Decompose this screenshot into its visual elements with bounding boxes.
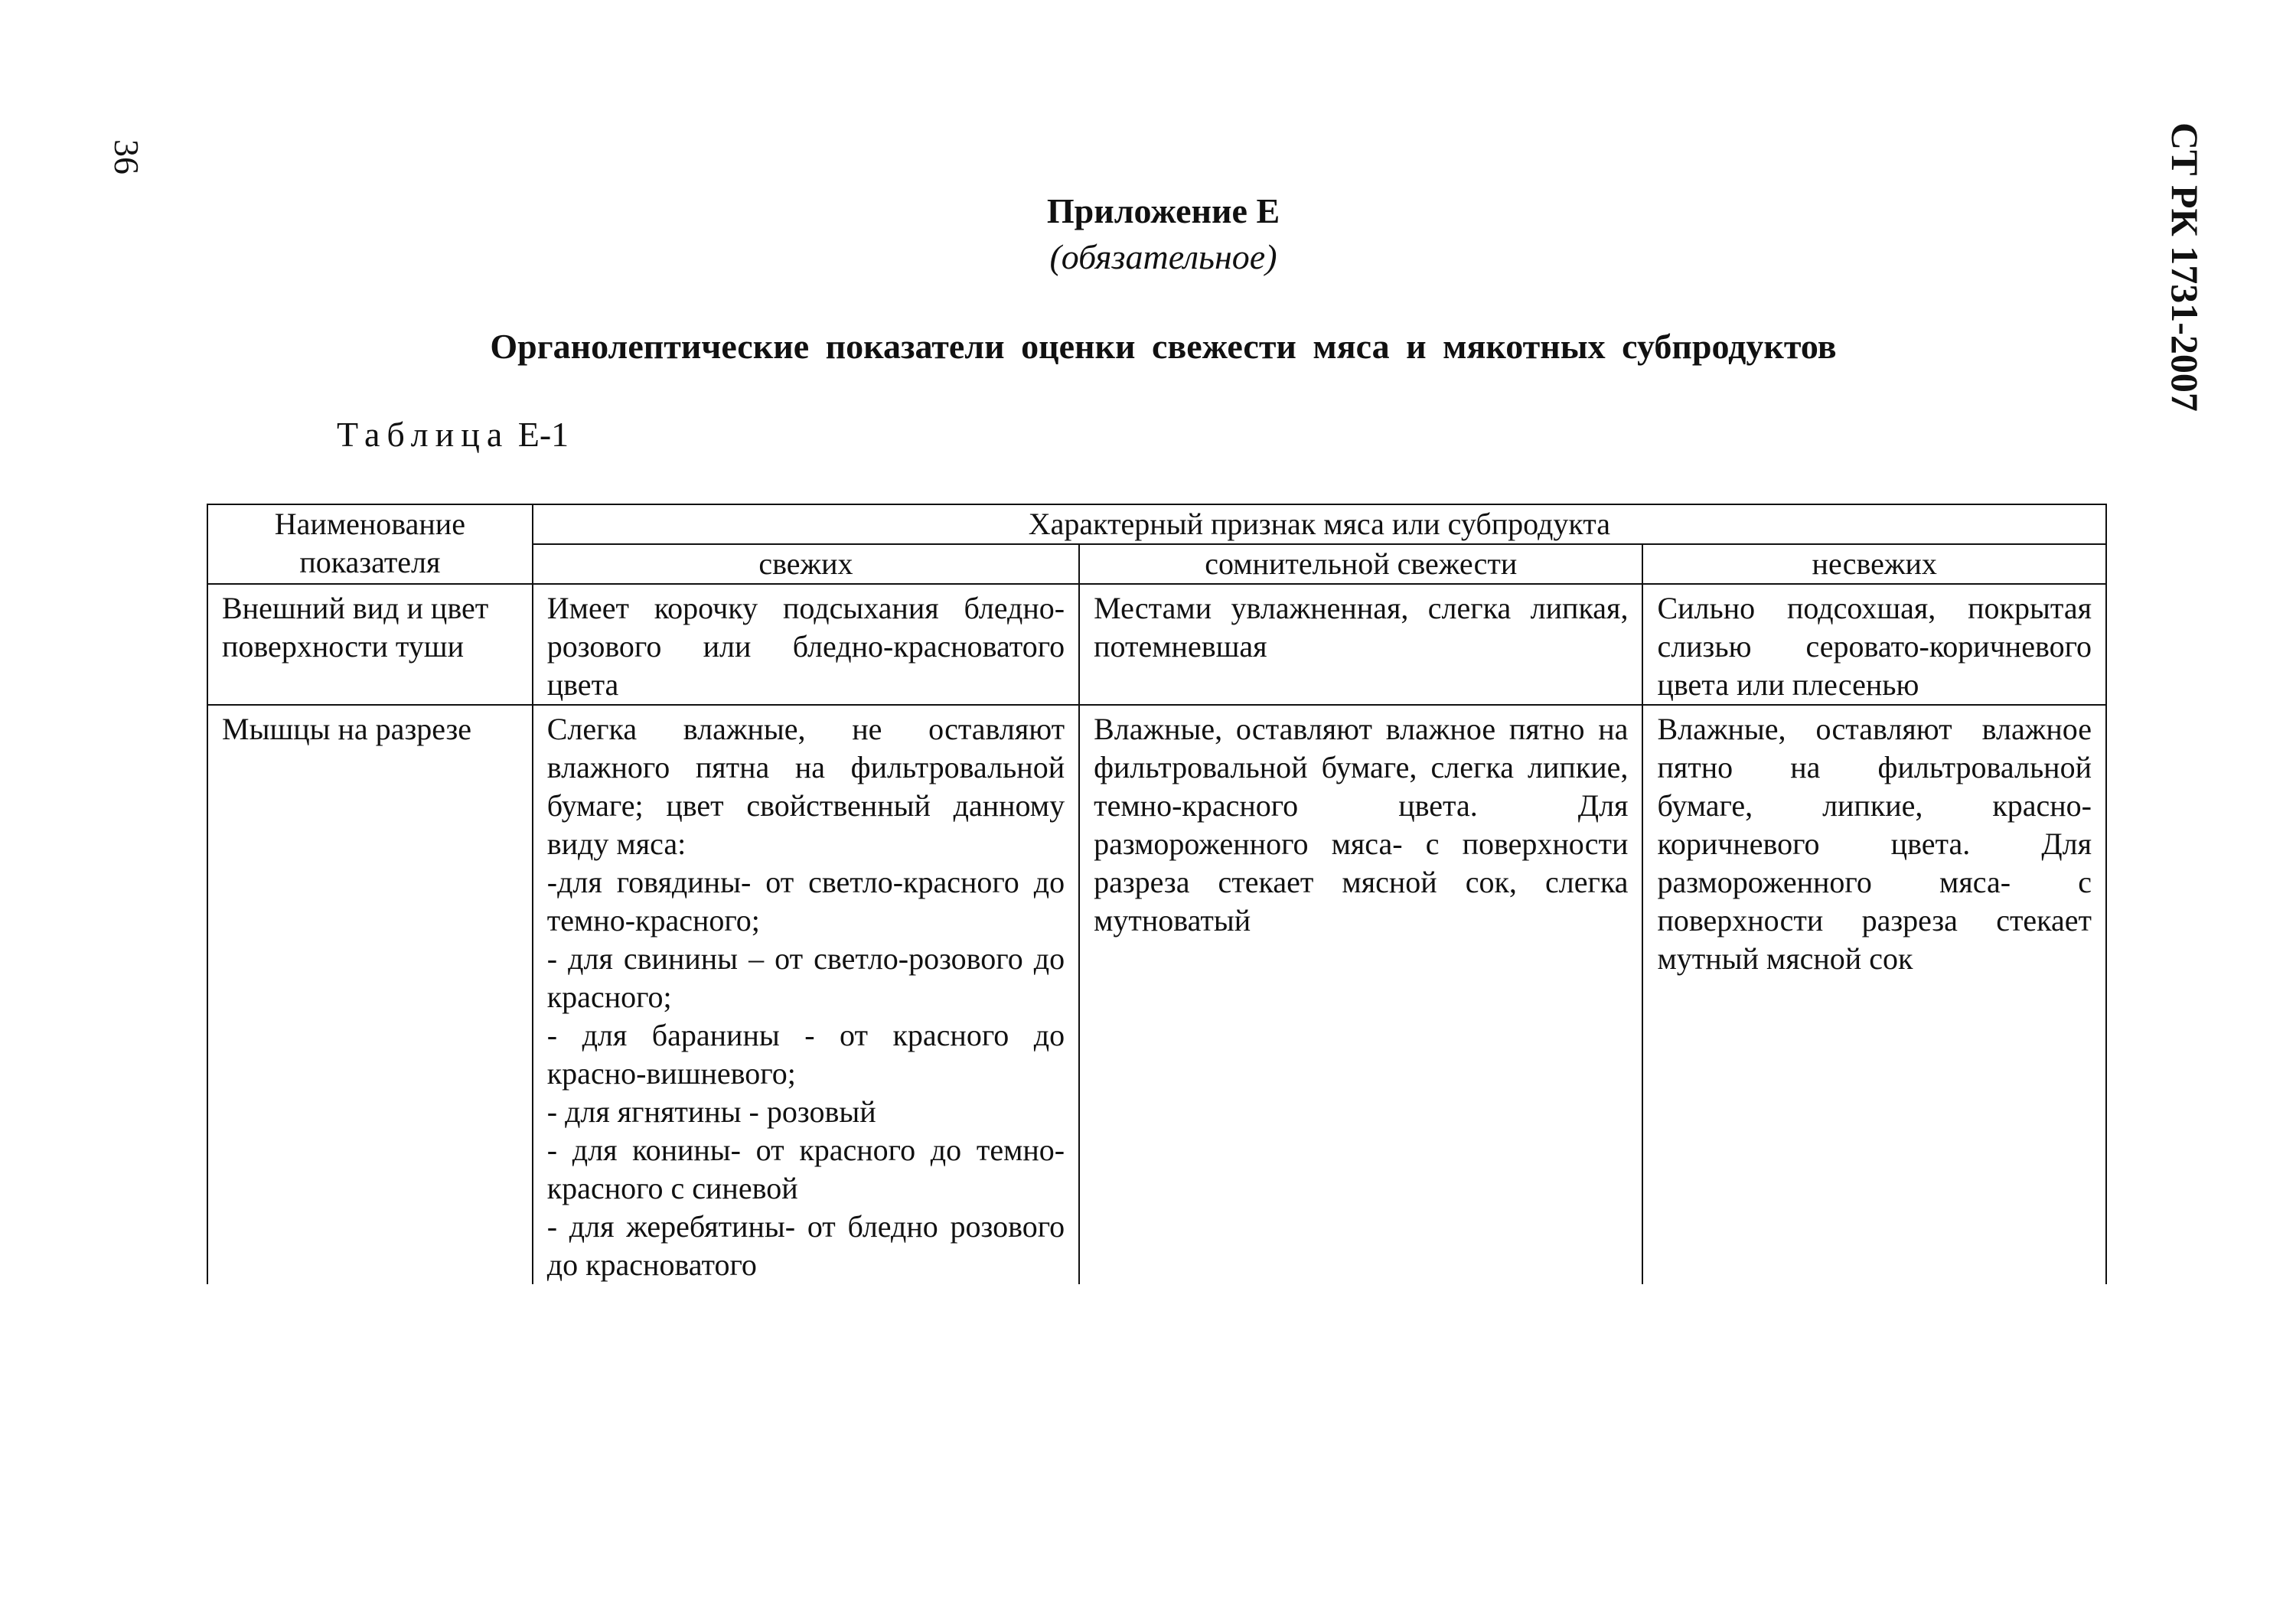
- fresh-text-line: -для говядины- от светло-красного до темно-красного;: [546, 865, 1065, 938]
- page-number: 36: [107, 139, 146, 174]
- cell-doubtful: Влажные, оставляют влажное пятно на фильтровальной бумаге, слегка липкие, темно-красного цвета. Для размороженного мяса- с поверхности разреза стекает мясной сок, слегка мутноватый: [1079, 705, 1642, 1284]
- header-indicator: Наименование показателя: [207, 504, 533, 584]
- fresh-text-line: - для баранины - от красного до красно-вишневого;: [546, 1018, 1065, 1091]
- header-group: Характерный признак мяса или субпродукта: [533, 504, 2106, 544]
- table-header-row: [207, 504, 2106, 544]
- row-indicator: Внешний вид и цвет поверхности туши: [207, 584, 533, 705]
- fresh-text-line: - для конины- от красного до темно-красного с синевой: [546, 1133, 1065, 1205]
- cell-doubtful: Местами увлажненная, слегка липкая, потемневшая: [1079, 584, 1642, 705]
- fresh-text-line: - для жеребятины- от бледно розового до красноватого: [546, 1209, 1065, 1282]
- fresh-text-line: Слегка влажные, не оставляют влажного пятна на фильтровальной бумаге; цвет свойственный данному виду мяса:: [546, 712, 1065, 861]
- row-indicator: Мышцы на разрезе: [207, 705, 533, 1284]
- document-title: Органолептические показатели оценки свежести мяса и мякотных субпродуктов: [490, 327, 1837, 366]
- cell-fresh: [533, 705, 1079, 1284]
- appendix-title: Приложение Е: [1046, 191, 1280, 230]
- table-label: [337, 413, 569, 456]
- cell-fresh: Имеет корочку подсыхания бледно-розового или бледно-красноватого цвета: [533, 584, 1079, 705]
- cell-stale: Влажные, оставляют влажное пятно на фильтровальной бумаге, липкие, красно-коричневого цвета. Для размороженного мяса- с поверхности разреза стекает мутный мясной сок: [1642, 705, 2106, 1284]
- table-row: [207, 584, 2106, 705]
- header-fresh: свежих: [533, 544, 1079, 584]
- table-row: [207, 705, 2106, 1284]
- table-label-word: Таблица: [337, 415, 510, 454]
- header-stale: несвежих: [1642, 544, 2106, 584]
- table-label-number: Е-1: [517, 415, 569, 454]
- fresh-text-line: - для ягнятины - розовый: [546, 1094, 876, 1129]
- header-doubtful: сомнительной свежести: [1079, 544, 1642, 584]
- document-code: СТ РК 1731-2007: [2164, 122, 2206, 412]
- appendix-status: (обязательное): [1049, 237, 1277, 276]
- freshness-table: [207, 504, 2107, 1284]
- cell-stale: Сильно подсохшая, покрытая слизью серовато-коричневого цвета или плесенью: [1642, 584, 2106, 705]
- fresh-text-line: - для свинины – от светло-розового до красного;: [546, 941, 1065, 1014]
